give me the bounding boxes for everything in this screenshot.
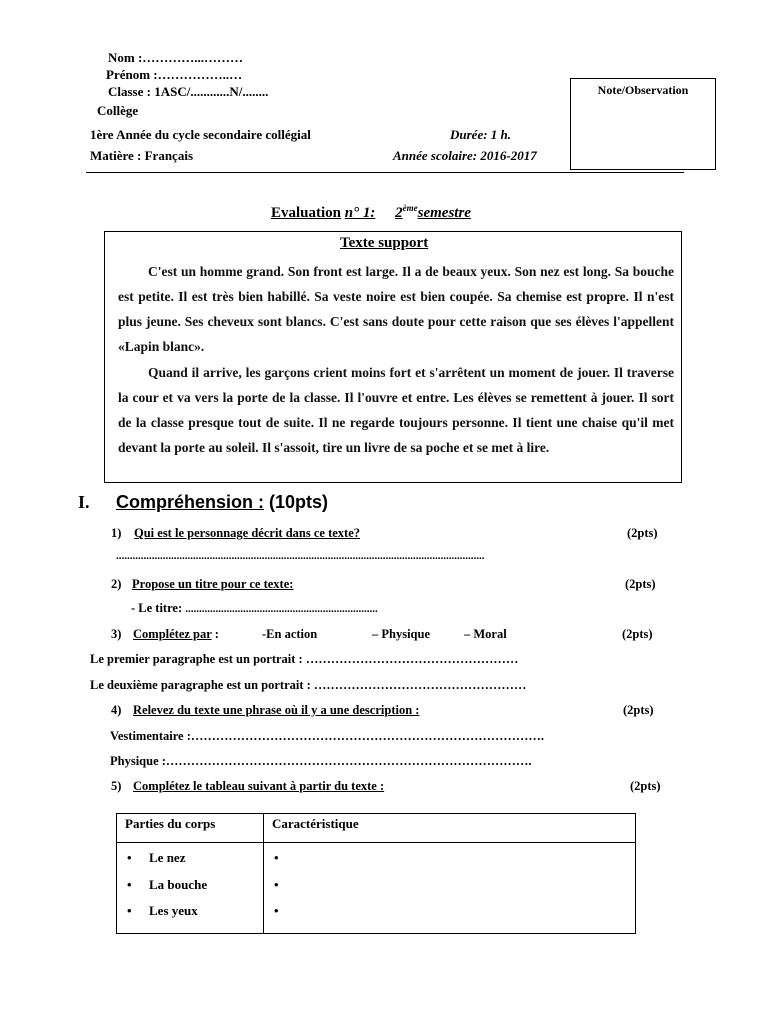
q1-answer-line[interactable]: ...................................................................................................................................... xyxy=(116,550,485,562)
section-title-text: Compréhension : xyxy=(116,492,265,512)
body-parts-table xyxy=(116,813,636,934)
q4-line-vestimentaire[interactable]: Vestimentaire :…………………………………………………………………………. xyxy=(110,729,545,743)
caracteristique-input-nez[interactable] xyxy=(274,847,625,874)
table-row xyxy=(117,843,636,934)
header-divider xyxy=(86,172,684,173)
q4-text: Relevez du texte une phrase où il y a une description : xyxy=(133,703,420,717)
q2-text: Propose un titre pour ce texte: xyxy=(132,577,294,591)
part-bouche: La bouche xyxy=(149,876,208,892)
q1-number: 1) xyxy=(111,526,122,540)
q2-answer-label: - Le titre: xyxy=(131,601,183,615)
semester-superscript: ème xyxy=(402,203,418,213)
q1-text: Qui est le personnage décrit dans ce texte? xyxy=(134,526,361,540)
evaluation-number: n° 1: xyxy=(344,205,376,221)
section-title xyxy=(116,492,328,513)
q3-number: 3) xyxy=(111,627,122,641)
list-item xyxy=(127,900,253,927)
q5-points: (2pts) xyxy=(630,779,661,793)
bullet: • xyxy=(127,903,132,918)
bullet: • xyxy=(274,903,279,918)
table-header-parties: Parties du corps xyxy=(117,814,264,843)
q3-line-1[interactable]: Le premier paragraphe est un portrait : …………………………………………… xyxy=(90,652,519,666)
q4-number: 4) xyxy=(111,703,122,717)
list-item xyxy=(127,874,253,901)
semester-number: 2 xyxy=(395,205,403,221)
q2-answer-line[interactable]: ...................................................................... xyxy=(185,603,378,615)
table-header-row xyxy=(117,814,636,843)
q3-option-action: -En action xyxy=(262,627,318,641)
q5-text: Complétez le tableau suivant à partir du texte : xyxy=(133,779,385,793)
bullet: • xyxy=(127,850,132,865)
table-cell-caracteristiques[interactable] xyxy=(264,843,636,934)
q2-number: 2) xyxy=(111,577,122,591)
note-observation-box xyxy=(570,78,716,170)
duree: Durée: 1 h. xyxy=(450,127,512,142)
q4-points: (2pts) xyxy=(623,703,654,717)
q3-option-physique: – Physique xyxy=(372,627,431,641)
q3-text: Complétez par xyxy=(133,627,212,641)
annee-cycle: 1ère Année du cycle secondaire collégial xyxy=(90,127,311,142)
q3-option-moral: – Moral xyxy=(464,627,507,641)
college-field: Collège xyxy=(97,103,139,118)
part-nez: Le nez xyxy=(149,850,186,865)
annee-scolaire: Année scolaire: 2016-2017 xyxy=(393,148,537,163)
caracteristique-input-yeux[interactable] xyxy=(274,900,625,927)
texte-paragraph-2: Quand il arrive, les garçons crient moins fort et s'arrêtent un moment de jouer. Il traverse la cour et va vers la porte de la classe. Il l'ouvre et entre. Les élèves se remettent à jouer. Il sort de la classe presque tout de suite. Il ne regarde toujours personne. Il tient une chaise qu'il met devant la porte au soleil. Il s'assoit, tire un livre de sa poche et se met à lire. xyxy=(118,365,674,455)
q2-points: (2pts) xyxy=(625,577,656,591)
nom-field: Nom :…………...……… xyxy=(108,50,244,65)
table-header-caracteristique: Caractéristique xyxy=(264,814,636,843)
q3-points: (2pts) xyxy=(622,627,653,641)
bullet: • xyxy=(274,850,279,865)
section-points: (10pts) xyxy=(269,492,329,512)
note-observation-label: Note/Observation xyxy=(597,83,689,97)
matiere: Matière : Français xyxy=(90,148,193,163)
evaluation-title xyxy=(271,203,471,222)
prenom-field: Prénom :……………..… xyxy=(106,67,243,82)
q2-answer[interactable] xyxy=(131,601,378,616)
list-item xyxy=(127,847,253,874)
texte-support-title: Texte support xyxy=(340,235,429,251)
texte-paragraph-1: C'est un homme grand. Son front est large. Il a de beaux yeux. Son nez est long. Sa bouche est petite. Il est très bien habillé. Sa veste noire est bien coupée. Sa chemise est propre. Il n'est plus jeune. Ses cheveux sont blancs. C'est sans doute pour cette raison que ses élèves l'appellent «Lapin blanc». xyxy=(118,264,674,354)
part-yeux: Les yeux xyxy=(149,903,198,918)
q3-colon: : xyxy=(211,627,219,641)
classe-field: Classe : 1ASC/............N/........ xyxy=(108,84,269,99)
evaluation-word: Evaluation xyxy=(271,205,342,221)
q3-text-wrap xyxy=(133,627,219,642)
q4-line-physique[interactable]: Physique :……………………………………………………………………………. xyxy=(110,754,532,768)
caracteristique-input-bouche[interactable] xyxy=(274,874,625,901)
bullet: • xyxy=(127,876,132,892)
q5-number: 5) xyxy=(111,779,122,793)
q1-points: (2pts) xyxy=(627,526,658,540)
section-numeral: I. xyxy=(78,492,90,512)
q3-line-2[interactable]: Le deuxième paragraphe est un portrait : …………………………………………… xyxy=(90,678,527,692)
semester-word: semestre xyxy=(417,205,471,221)
table-cell-parts xyxy=(117,843,264,934)
bullet: • xyxy=(274,876,279,892)
